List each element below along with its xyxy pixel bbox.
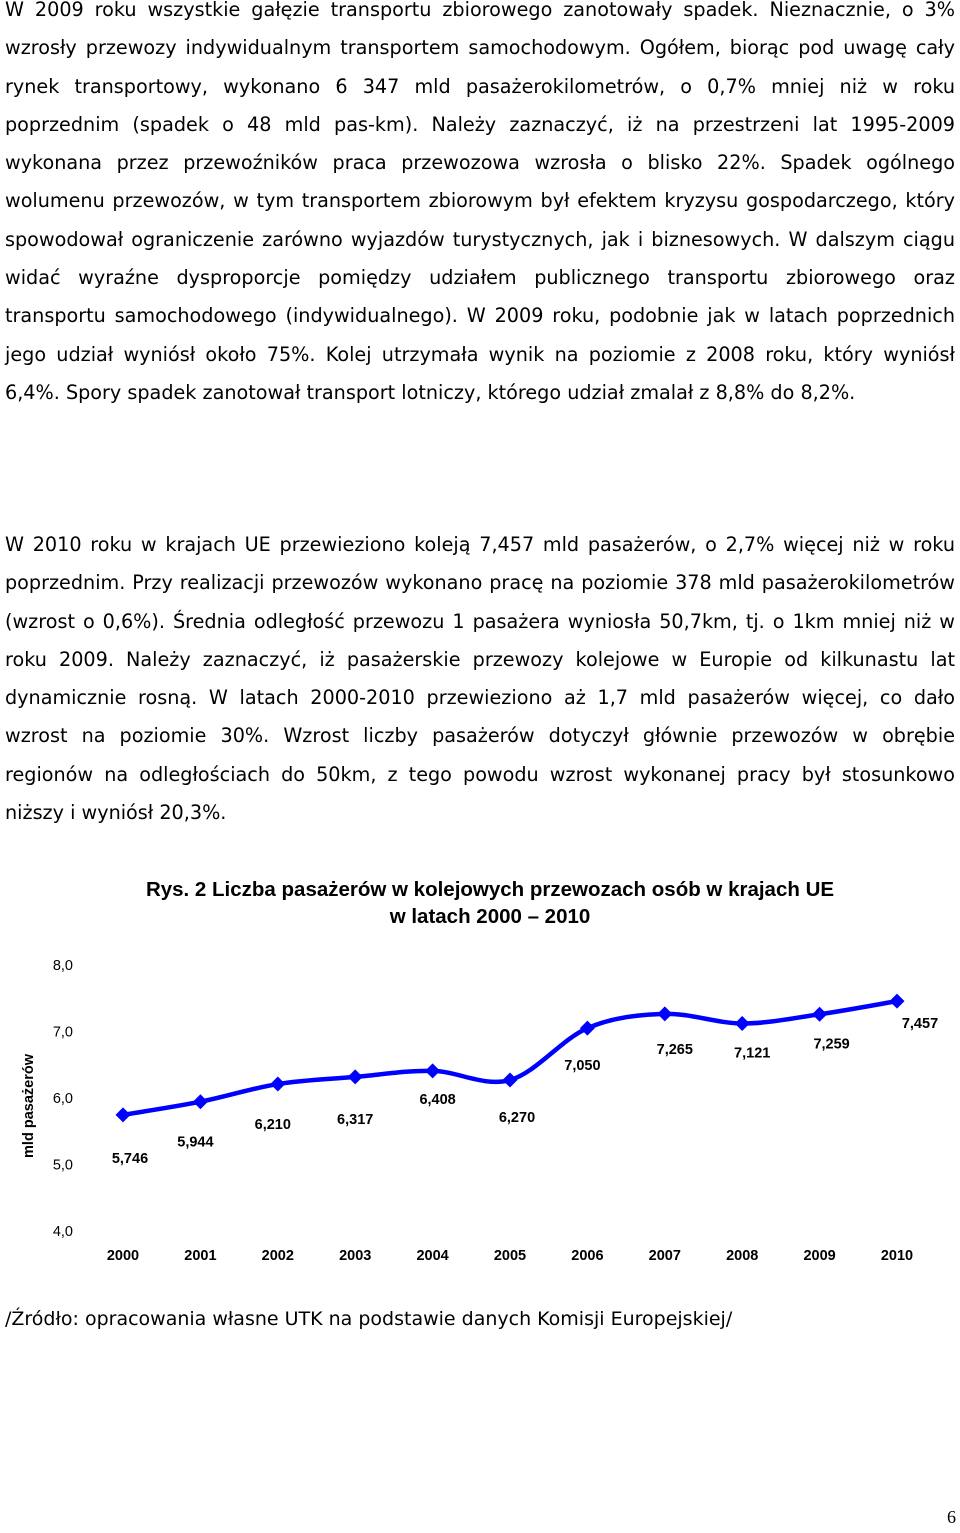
x-tick-label: 2002 <box>261 1248 294 1264</box>
x-tick-label: 2010 <box>880 1248 914 1264</box>
data-label: 7,121 <box>734 1045 771 1062</box>
data-point-marker <box>270 1077 285 1092</box>
x-tick-label: 2003 <box>339 1248 372 1264</box>
data-point-marker <box>890 994 905 1009</box>
chart-title-line-2: w latach 2000 – 2010 <box>389 905 591 928</box>
data-point-marker <box>735 1016 750 1031</box>
x-tick-label: 2000 <box>106 1248 140 1264</box>
data-label: 7,457 <box>901 1016 939 1033</box>
y-axis-label: mld pasażerów <box>21 1054 37 1158</box>
data-point-marker <box>812 1007 827 1022</box>
data-point-marker <box>503 1073 518 1088</box>
x-tick-label: 2009 <box>803 1248 836 1264</box>
data-point-marker <box>348 1069 363 1084</box>
data-label: 6,210 <box>254 1117 291 1134</box>
data-label: 7,265 <box>656 1041 693 1058</box>
data-label: 6,317 <box>337 1111 374 1128</box>
paragraph-rail-2010: W 2010 roku w krajach UE przewieziono koleją 7,457 mld pasażerów, o 2,7% więcej niż w roku poprzednim. Przy realizacji przewozów wykonano pracę na poziomie 378 mld pasażerokilometrów (wzrost o 0,6%). Średnia odległość przewozu 1 pasażera wyniosła 50,7km, tj. o 1km mniej niż w roku 2009. Należy zaznaczyć, iż pasażerskie przewozy kolejowe w Europie od kilkunastu lat dynamicznie rosną. W latach 2000-2010 przewieziono aż 1,7 mld pasażerów więcej, co dało wzrost na poziomie 30%. Wzrost liczby pasażerów dotyczył głównie przewozów w obrębie regionów na odległościach do 50km, z tego powodu wzrost wykonanej pracy był stosunkowo niższy i wyniósł 20,3%. <box>5 533 955 825</box>
data-label: 5,944 <box>177 1134 214 1151</box>
data-label: 6,408 <box>419 1091 456 1108</box>
y-tick-label: 4,0 <box>52 1224 73 1240</box>
chart-title-line-1: Rys. 2 Liczba pasażerów w kolejowych przewozach osób w krajach UE <box>145 878 835 901</box>
data-point-marker <box>425 1063 440 1078</box>
chart-title <box>40 876 940 930</box>
x-tick-label: 2008 <box>726 1248 759 1264</box>
x-tick-label: 2001 <box>184 1248 217 1264</box>
source-note: /Źródło: opracowania własne UTK na podstawie danych Komisji Europejskiej/ <box>5 1308 733 1330</box>
data-label: 7,050 <box>564 1058 601 1075</box>
y-tick-label: 7,0 <box>52 1024 73 1041</box>
x-tick-label: 2005 <box>493 1248 527 1264</box>
y-tick-label: 8,0 <box>52 958 73 974</box>
data-point-marker <box>657 1006 672 1021</box>
page-number: 6 <box>947 1507 956 1527</box>
x-tick-label: 2004 <box>416 1248 449 1264</box>
data-point-marker <box>193 1094 208 1109</box>
y-tick-label: 5,0 <box>52 1157 73 1174</box>
data-label: 7,259 <box>813 1036 850 1053</box>
data-point-marker <box>116 1107 131 1122</box>
paragraph-transport-2009: W 2009 roku wszystkie gałęzie transportu zbiorowego zanotowały spadek. Nieznacznie, o 3% wzrosły przewozy indywidualnym transportem samochodowym. Ogółem, biorąc pod uwagę cały rynek transportowy, wykonano 6 347 mld pasażerokilometrów, o 0,7% mniej niż w roku poprzednim (spadek o 48 mld pas-km). Należy zaznaczyć, iż na przestrzeni lat 1995-2009 wykonana przez przewoźników praca przewozowa wzrosła o blisko 22%. Spadek ogólnego wolumenu przewozów, w tym transportem zbiorowym był efektem kryzysu gospodarczego, który spowodował ograniczenie zarówno wyjazdów turystycznych, jak i biznesowych. W dalszym ciągu widać wyraźne dysproporcje pomiędzy udziałem publicznego transportu zbiorowego oraz transportu samochodowego (indywidualnego). W 2009 roku, podobnie jak w latach poprzednich jego udział wyniósł około 75%. Kolej utrzymała wynik na poziomie z 2008 roku, który wyniósł 6,4%. Spory spadek zanotował transport lotniczy, którego udział zmalał z 8,8% do 8,2%. <box>5 0 955 404</box>
y-tick-label: 6,0 <box>52 1091 73 1107</box>
data-point-marker <box>580 1021 595 1036</box>
x-tick-label: 2007 <box>648 1248 681 1264</box>
x-tick-label: 2006 <box>571 1248 604 1264</box>
data-label: 6,270 <box>498 1110 536 1127</box>
data-label: 5,746 <box>111 1150 149 1167</box>
series-line <box>123 1001 897 1115</box>
